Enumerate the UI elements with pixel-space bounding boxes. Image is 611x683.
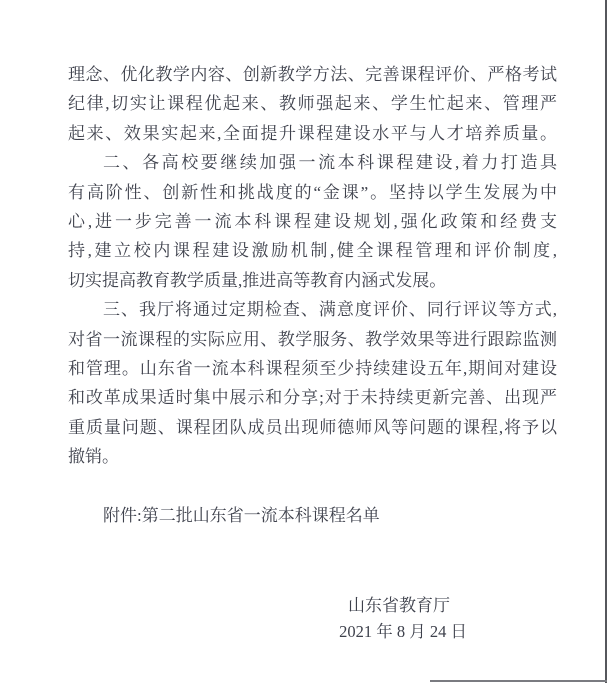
- signature-date: 2021 年 8 月 24 日: [339, 622, 467, 642]
- body-line: 撤销。: [68, 447, 119, 467]
- body-line: 持,建立校内课程建设激励机制,健全课程管理和评价制度,: [68, 241, 557, 261]
- body-line: 切实提高教育教学质量,推进高等教育内涵式发展。: [68, 270, 447, 290]
- scan-page-edge-horizontal: [430, 680, 607, 682]
- document-body: [68, 60, 557, 645]
- attachment-line: 附件:第二批山东省一流本科课程名单: [103, 506, 380, 526]
- body-line: 三、我厅将通过定期检查、满意度评价、同行评议等方式,: [103, 300, 557, 320]
- body-line: 重质量问题、课程团队成员出现师德师风等问题的课程,将予以: [68, 417, 557, 437]
- body-line: 心,进一步完善一流本科课程建设规划,强化政策和经费支: [68, 212, 557, 232]
- signature-block: [68, 593, 557, 645]
- body-line: 对省一流课程的实际应用、教学服务、教学效果等进行跟踪监测: [68, 329, 557, 349]
- body-line: 二、各高校要继续加强一流本科课程建设,着力打造具: [103, 153, 557, 173]
- body-line: 理念、优化教学内容、创新教学方法、完善课程评价、严格考试: [68, 65, 557, 84]
- body-line: 起来、效果实起来,全面提升课程建设水平与人才培养质量。: [68, 123, 557, 143]
- body-line: 有高阶性、创新性和挑战度的“金课”。坚持以学生发展为中: [68, 182, 557, 202]
- signature-org: 山东省教育厅: [348, 596, 450, 616]
- body-line: 纪律,切实让课程优起来、教师强起来、学生忙起来、管理严: [68, 94, 557, 114]
- body-line: 和管理。山东省一流本科课程须至少持续建设五年,期间对建设: [68, 359, 557, 379]
- body-line: 和改革成果适时集中展示和分享;对于未持续更新完善、出现严: [68, 388, 557, 408]
- scan-page-edge-vertical: [605, 0, 607, 683]
